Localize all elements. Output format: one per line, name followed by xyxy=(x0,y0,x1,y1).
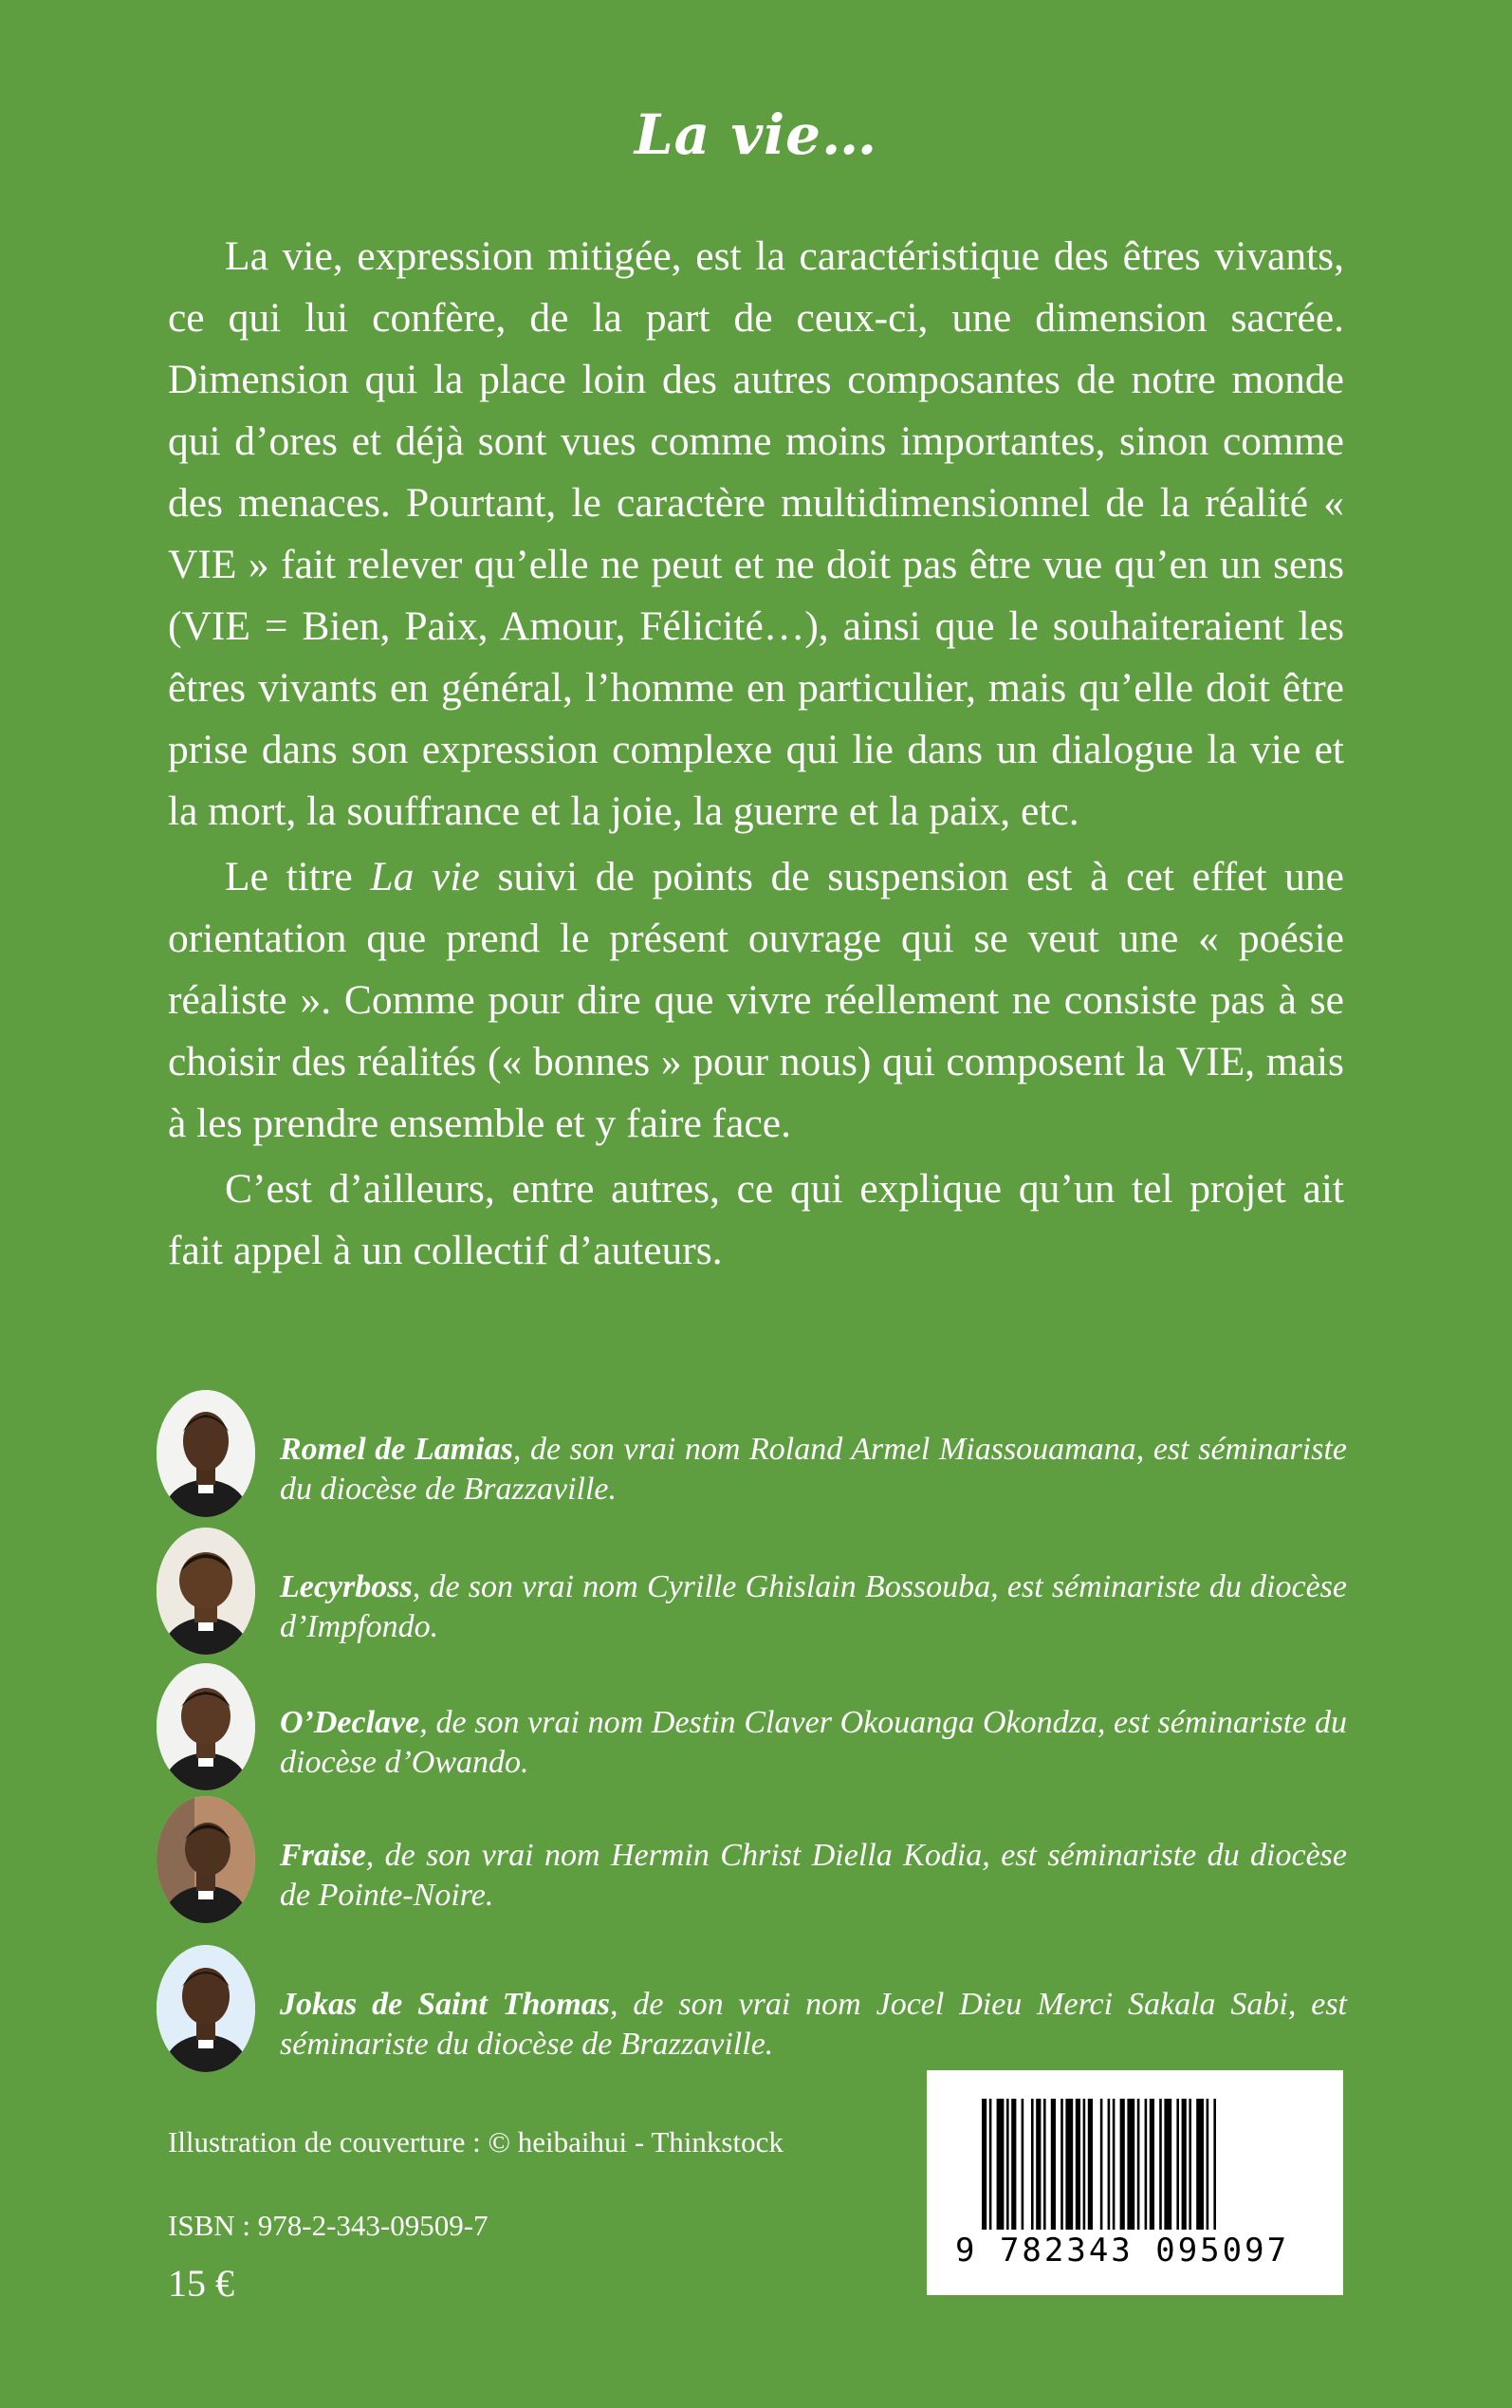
barcode-bar xyxy=(997,2099,1005,2230)
blurb-paragraph-3: C’est d’ailleurs, entre autres, ce qui explique qu’un tel projet ait fait appel à un collectif d’auteurs. xyxy=(168,1166,1344,1273)
barcode-bar xyxy=(1006,2099,1009,2230)
author-item xyxy=(157,1663,1347,1796)
barcode-bar xyxy=(1113,2099,1116,2230)
author-bio: Fraise, de son vrai nom Hermin Christ Diella Kodia, est séminariste du diocèse de Pointe-Noire. xyxy=(280,1838,1347,1913)
barcode-bar xyxy=(1108,2099,1111,2230)
barcode-bar xyxy=(1182,2099,1187,2230)
author-bio: Jokas de Saint Thomas, de son vrai nom Jocel Dieu Merci Sakala Sabi, est séminariste du diocèse de Brazzaville. xyxy=(280,1987,1347,2062)
barcode-bar xyxy=(1176,2099,1179,2230)
author-photo xyxy=(157,1528,255,1655)
barcode-bar xyxy=(1011,2099,1016,2230)
barcode-bar xyxy=(1207,2099,1209,2230)
author-photo xyxy=(157,1796,255,1923)
barcode-bar xyxy=(1022,2099,1024,2230)
barcode-bar xyxy=(1164,2099,1171,2230)
author-bio: Romel de Lamias, de son vrai nom Roland Armel Miassouamana, est séminariste du diocèse de Brazzaville. xyxy=(280,1432,1347,1507)
price: 15 € xyxy=(168,2262,234,2305)
barcode-bar xyxy=(982,2099,986,2230)
barcode-bar xyxy=(1031,2099,1034,2230)
blurb-paragraph-2: Le titre La vie suivi de points de suspension est à cet effet une orientation que prend le présent ouvrage qui se veut une « poésie réaliste ». Comme pour dire que vivre réellement ne consiste pas à se choisir des réalités (« bonnes » pour nous) qui composent la VIE, mais à les prendre ensemble et y faire face. xyxy=(168,854,1344,1146)
author-item xyxy=(157,1528,1347,1660)
author-item xyxy=(157,1796,1347,1929)
barcode-bar xyxy=(1036,2099,1041,2230)
book-title: La vie… xyxy=(634,102,878,167)
barcode-bar xyxy=(1137,2099,1140,2230)
barcode-bar xyxy=(1213,2099,1216,2230)
barcode-bar xyxy=(1100,2099,1103,2230)
author-item xyxy=(157,1945,1347,2078)
author-bio: Lecyrboss, de son vrai nom Cyrille Ghislain Bossouba, est séminariste du diocèse d’Impfondo. xyxy=(280,1569,1347,1644)
author-photo xyxy=(157,1663,255,1790)
barcode-bar xyxy=(1145,2099,1148,2230)
author-item xyxy=(157,1390,1347,1523)
author-bio: O’Declave, de son vrai nom Destin Claver Okouanga Okondza, est séminariste du diocèse d’Owando. xyxy=(280,1705,1347,1780)
barcode-bar xyxy=(1127,2099,1134,2230)
author-photo xyxy=(157,1390,255,1517)
barcode-bar xyxy=(1120,2099,1125,2230)
barcode-bar xyxy=(1065,2099,1073,2230)
blurb-text xyxy=(168,226,1344,1282)
barcode xyxy=(927,2070,1343,2295)
title-reference: La vie xyxy=(370,854,480,899)
barcode-bar xyxy=(1196,2099,1204,2230)
blurb-paragraph-1: La vie, expression mitigée, est la caractéristique des êtres vivants, ce qui lui confère, de la part de ceux-ci, une dimension sacrée. Dimension qui la place loin des autres composantes de notre monde qui d’ores et déjà sont vues comme moins importantes, sinon comme des menaces. Pourtant, le caractère multidimensionnel de la réalité « VIE » fait relever qu’elle ne peut et ne doit pas être vue qu’en un sens (VIE = Bien, Paix, Amour, Félicité…), ainsi que le souhaiteraient les êtres vivants en général, l’homme en particulier, mais qu’elle doit être prise dans son expression complexe qui lie dans un dialogue la vie et la mort, la souffrance et la joie, la guerre et la paix, etc. xyxy=(168,233,1344,834)
barcode-bar xyxy=(1043,2099,1046,2230)
barcode-bar xyxy=(1189,2099,1191,2230)
barcode-bar xyxy=(1060,2099,1063,2230)
barcode-bar xyxy=(989,2099,992,2230)
barcode-bar xyxy=(1159,2099,1162,2230)
illustration-credit: Illustration de couverture : © heibaihui - Thinkstock xyxy=(168,2125,784,2158)
barcode-bar xyxy=(1076,2099,1080,2230)
isbn: ISBN : 978-2-343-09509-7 xyxy=(168,2209,489,2242)
barcode-digits: 9 782343 095097 xyxy=(955,2232,1290,2269)
barcode-bar xyxy=(1083,2099,1086,2230)
author-photo xyxy=(157,1945,255,2072)
barcode-bar xyxy=(1088,2099,1093,2230)
barcode-bar xyxy=(1150,2099,1154,2230)
barcode-bar xyxy=(1051,2099,1056,2230)
